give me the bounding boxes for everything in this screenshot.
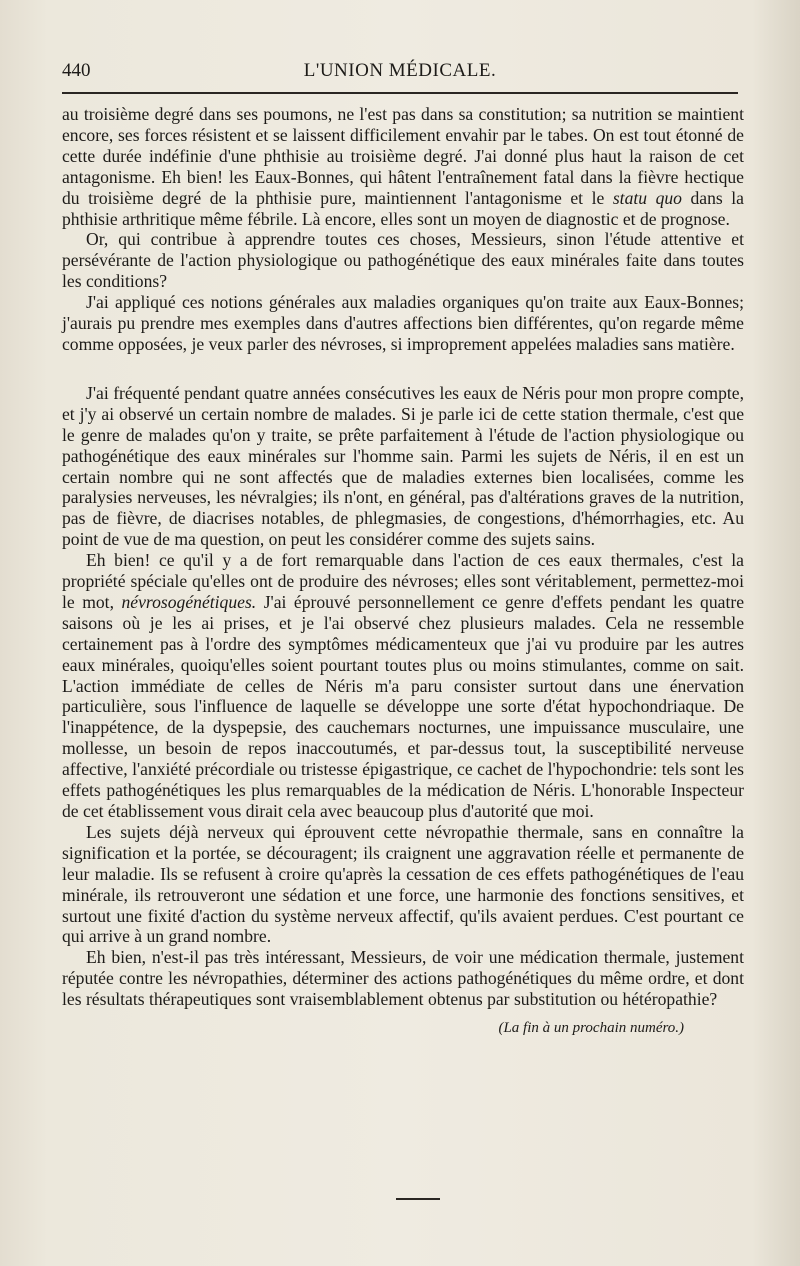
paragraph-2: Or, qui contribue à apprendre toutes ces choses, Messieurs, sinon l'étude attentive et persévérante de l'action physiologique ou pathogénétique des eaux minérales faite dans toutes les conditions? (62, 229, 744, 292)
page-header (62, 56, 738, 86)
paragraph-3: J'ai appliqué ces notions générales aux maladies organiques qu'on traite aux Eaux-Bonnes; j'aurais pu prendre mes exemples dans d'autres affections bien différentes, qu'on regarde même comme opposées, je veux parler des névroses, si improprement appelées maladies sans matière. (62, 292, 744, 354)
article-body (62, 104, 744, 1039)
page-number: 440 (62, 60, 91, 81)
paragraph-5: Eh bien! ce qu'il y a de fort remarquable dans l'action de ces eaux thermales, c'est la propriété spéciale qu'elles ont de produire des névroses; elles sont véritablement, permettez-moi le mot, névrosogénétiques. J'ai éprouvé personnellement ce genre d'effets pendant les quatre saisons où je les ai prises, et je l'ai observé chez plusieurs malades. Cela ne ressemble certainement pas à l'ordre des symptômes médicamenteux que j'ai vu produire par les autres eaux minérales, quoiqu'elles soient pourtant toutes plus ou moins stimulantes, comme on sait. L'action immédiate de celles de Néris m'a paru consister surtout dans une énervation particulière, sous l'influence de laquelle se développe une sorte d'état hypochondriaque. De l'inappétence, de la dyspepsie, des cauchemars nocturnes, une impuissance musculaire, une mollesse, un besoin de repos inaccoutumés, et par-dessus tout, la susceptibilité nerveuse affective, l'anxiété précordiale ou tristesse épigastrique, ce cachet de l'hypochondrie: tels sont les effets pathogénétiques les plus remarquables de la médication de Néris. L'honorable Inspecteur de cet établissement vous dirait cela avec beaucoup plus d'autorité que moi. (62, 550, 744, 821)
section-gap (62, 355, 744, 383)
running-title: L'UNION MÉDICALE. (303, 60, 497, 81)
paragraph-6: Les sujets déjà nerveux qui éprouvent cette névropathie thermale, sans en connaître la signification et la portée, se découragent; ils craignent une aggravation réelle et permanente de leur maladie. Ils se refusent à croire qu'après la cessation de ces effets pathogénétiques de l'eau minérale, ils retrouveront une sédation et une force, une harmonie des fonctions sensitives, et surtout une fixité d'action du système nerveux affectif, qu'ils avaient perdues. C'est pourtant ce qui arrive à un grand nombre. (62, 821, 744, 947)
paragraph-4: J'ai fréquenté pendant quatre années consécutives les eaux de Néris pour mon propre compte, et j'y ai observé un certain nombre de malades. Si je parle ici de cette station thermale, c'est que le genre de malades qu'on y traite, se prête parfaitement à l'étude de l'action physiologique ou pathogénétique des eaux minérales sur l'homme sain. Parmi les sujets de Néris, il en est un certain nombre qui ne sont affectés que de maladies externes bien localisées, comme les paralysies nerveuses, les névralgies; ils n'ont, en général, pas d'altérations graves de la nutrition, pas de fièvre, de diacrises notables, de phlegmasies, de congestions, d'hémorrhagies, etc. Au point de vue de ma question, on peut les considérer comme des sujets sains. (62, 382, 744, 550)
header-rule (62, 92, 738, 94)
paragraph-1: au troisième degré dans ses poumons, ne l'est pas dans sa constitution; sa nutrition se maintient encore, ses forces résistent et se laissent difficilement envahir par le tabes. On est tout étonné de cette durée indéfinie d'une phthisie au troisième degré. J'ai donné plus haut la raison de cet antagonisme. Eh bien! les Eaux-Bonnes, qui hâtent l'entraînement fatal dans la fièvre hectique du troisième degré de la phthisie pure, maintiennent l'antagonisme et le statu quo dans la phthisie arthritique même fébrile. Là encore, elles sont un moyen de diagnostic et de prognose. (62, 104, 744, 229)
continuation-note: (La fin à un prochain numéro.) (498, 1020, 684, 1037)
italic-term: névrosogénétiques. (121, 591, 257, 612)
end-rule (396, 1198, 440, 1200)
paragraph-7: Eh bien, n'est-il pas très intéressant, Messieurs, de voir une médication thermale, justement réputée contre les névropathies, déterminer des actions pathogénétiques du même ordre, et dont les résultats thérapeutiques sont vraisemblablement obtenus par substitution ou hétéropathie? (62, 947, 744, 1010)
italic-latin-phrase: statu quo (612, 187, 682, 208)
